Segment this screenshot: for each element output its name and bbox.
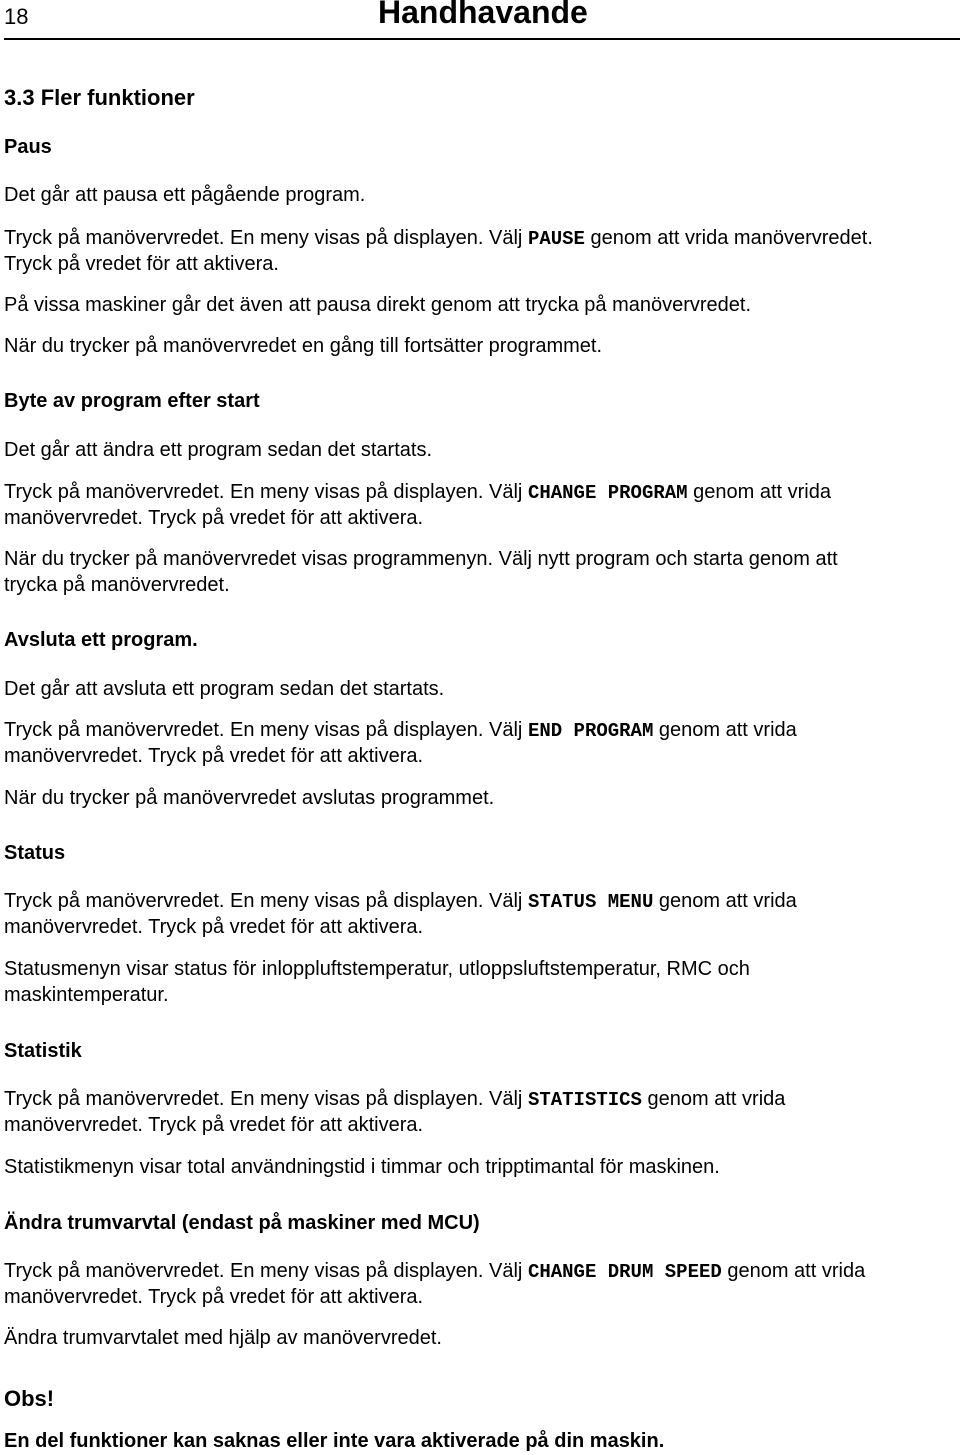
section-title: 3.3 Fler funktioner <box>4 85 195 110</box>
avsluta-text-end: genom att vrida <box>653 719 797 741</box>
byte-paragraph-1: Det går att ändra ett program sedan det startats. <box>4 439 433 461</box>
avsluta-paragraph-2 <box>4 717 797 744</box>
byte-text: Tryck på manövervredet. En meny visas på displayen. Välj <box>4 481 528 503</box>
paus-paragraph-4: När du trycker på manövervredet en gång till fortsätter programmet. <box>4 335 603 357</box>
change-program-menu-option: CHANGE PROGRAM <box>527 482 688 504</box>
statistik-text-end: genom att vrida <box>641 1088 786 1110</box>
status-text-end: genom att vrida <box>653 890 797 912</box>
byte-paragraph-3-cont: trycka på manövervredet. <box>4 574 230 596</box>
paus-paragraph-2 <box>4 225 873 252</box>
obs-heading: Obs! <box>4 1386 55 1411</box>
paus-paragraph-1: Det går att pausa ett pågående program. <box>4 184 366 206</box>
paus-text: Tryck på manövervredet. En meny visas på displayen. Välj <box>4 227 528 249</box>
statistics-menu-option: STATISTICS <box>527 1089 642 1111</box>
trumvarvtal-paragraph-1-cont: manövervredet. Tryck på vredet för att aktivera. <box>4 1286 424 1308</box>
status-text: Tryck på manövervredet. En meny visas på displayen. Välj <box>4 890 528 912</box>
statistik-text: Tryck på manövervredet. En meny visas på displayen. Välj <box>4 1088 528 1110</box>
status-menu-option: STATUS MENU <box>527 891 654 913</box>
paus-text-end: genom att vrida manövervredet. <box>584 227 873 249</box>
statistik-paragraph-1 <box>4 1086 785 1113</box>
chapter-title: Handhavande <box>378 0 588 30</box>
header-rule <box>4 38 960 40</box>
change-drum-speed-menu-option: CHANGE DRUM SPEED <box>527 1261 722 1283</box>
paus-paragraph-2-cont: Tryck på vredet för att aktivera. <box>4 253 279 275</box>
status-heading: Status <box>4 842 66 864</box>
trumvarvtal-text: Tryck på manövervredet. En meny visas på displayen. Välj <box>4 1260 528 1282</box>
statistik-paragraph-1-cont: manövervredet. Tryck på vredet för att aktivera. <box>4 1114 424 1136</box>
avsluta-heading: Avsluta ett program. <box>4 629 198 651</box>
avsluta-paragraph-3: När du trycker på manövervredet avslutas programmet. <box>4 787 495 809</box>
statistik-heading: Statistik <box>4 1040 82 1062</box>
paus-heading: Paus <box>4 136 52 158</box>
statistik-paragraph-2: Statistikmenyn visar total användningstid i timmar och tripptimantal för maskinen. <box>4 1156 720 1178</box>
avsluta-paragraph-1: Det går att avsluta ett program sedan det startats. <box>4 678 445 700</box>
byte-paragraph-2-cont: manövervredet. Tryck på vredet för att aktivera. <box>4 507 424 529</box>
byte-paragraph-3: När du trycker på manövervredet visas programmenyn. Välj nytt program och starta genom att <box>4 548 838 570</box>
paus-paragraph-3: På vissa maskiner går det även att pausa direkt genom att trycka på manövervredet. <box>4 294 752 316</box>
avsluta-text: Tryck på manövervredet. En meny visas på displayen. Välj <box>4 719 528 741</box>
status-paragraph-2: Statusmenyn visar status för inloppluftstemperatur, utloppsluftstemperatur, RMC och <box>4 958 750 980</box>
pause-menu-option: PAUSE <box>527 228 585 250</box>
trumvarvtal-paragraph-1 <box>4 1258 865 1285</box>
end-program-menu-option: END PROGRAM <box>527 720 654 742</box>
trumvarvtal-paragraph-2: Ändra trumvarvtalet med hjälp av manövervredet. <box>4 1327 442 1349</box>
byte-heading: Byte av program efter start <box>4 390 260 412</box>
trumvarvtal-heading: Ändra trumvarvtal (endast på maskiner med MCU) <box>4 1212 480 1234</box>
avsluta-paragraph-2-cont: manövervredet. Tryck på vredet för att aktivera. <box>4 745 424 767</box>
trumvarvtal-text-end: genom att vrida <box>721 1260 866 1282</box>
byte-text-end: genom att vrida <box>687 481 831 503</box>
obs-text: En del funktioner kan saknas eller inte vara aktiverade på din maskin. <box>4 1430 665 1452</box>
status-paragraph-1-cont: manövervredet. Tryck på vredet för att aktivera. <box>4 916 424 938</box>
status-paragraph-1 <box>4 888 797 915</box>
page-number: 18 <box>4 4 29 29</box>
byte-paragraph-2 <box>4 479 831 506</box>
status-paragraph-2-cont: maskintemperatur. <box>4 984 169 1006</box>
